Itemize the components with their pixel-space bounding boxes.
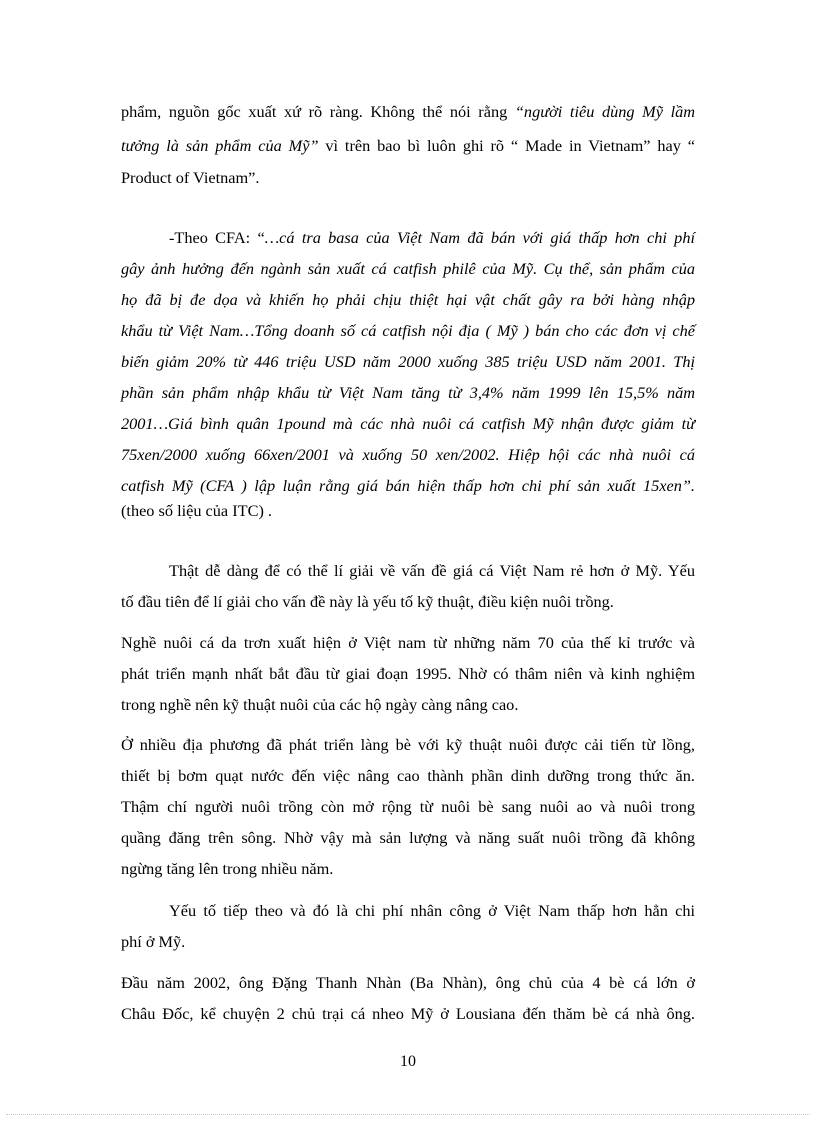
italic-quote-text: 2001…Giá bình quân 1pound mà các nhà nuôi cá catfish Mỹ nhận được giảm từ bbox=[121, 414, 695, 433]
text-line bbox=[169, 900, 695, 922]
text-run: quầng đăng trên sông. Nhờ vậy mà sản lượng và năng suất nuôi trồng đã không bbox=[121, 828, 695, 847]
text-line bbox=[121, 931, 695, 953]
text-line bbox=[121, 632, 695, 654]
text-line bbox=[121, 413, 695, 435]
text-line bbox=[121, 444, 695, 466]
text-line bbox=[121, 475, 695, 497]
text-run: trong nghề nên kỹ thuật nuôi của các hộ ngày càng nâng cao. bbox=[121, 695, 519, 714]
text-run: phí ở Mỹ. bbox=[121, 932, 186, 951]
text-run: vì trên bao bì luôn ghi rõ “ Made in Vietnam” hay “ bbox=[318, 136, 695, 155]
text-line bbox=[121, 289, 695, 311]
italic-quote-text: biến giảm 20% từ 446 triệu USD năm 2000 xuống 385 triệu USD năm 2001. Thị bbox=[121, 352, 695, 371]
text-line bbox=[121, 694, 695, 716]
text-line bbox=[121, 734, 695, 756]
text-line bbox=[121, 972, 695, 994]
text-line bbox=[121, 663, 695, 685]
text-run: phát triển mạnh nhất bắt đầu từ giai đoạn 1995. Nhờ có thâm niên và kinh nghiệm bbox=[121, 664, 695, 683]
text-line bbox=[121, 500, 695, 522]
italic-quote-text: “người tiêu dùng Mỹ lầm bbox=[514, 102, 696, 121]
text-line bbox=[121, 258, 695, 280]
text-run: thiết bị bơm quạt nước đến việc nâng cao thành phần dinh dưỡng trong thức ăn. bbox=[121, 766, 695, 785]
text-line bbox=[121, 135, 695, 157]
text-line bbox=[121, 858, 695, 880]
italic-quote-text: khẩu từ Việt Nam…Tổng doanh số cá catfish nội địa ( Mỹ ) bán cho các đơn vị chế bbox=[121, 321, 695, 340]
text-run: Nghề nuôi cá da trơn xuất hiện ở Việt nam từ những năm 70 của thế kỉ trước và bbox=[121, 633, 695, 652]
italic-quote-text: catfish Mỹ (CFA ) lập luận rằng giá bán hiện thấp hơn chi phí sản xuất 15xen”. bbox=[121, 476, 695, 495]
text-run: Đầu năm 2002, ông Đặng Thanh Nhàn (Ba Nhàn), ông chủ của 4 bè cá lớn ở bbox=[121, 973, 695, 992]
text-line bbox=[169, 227, 695, 249]
italic-quote-text: phần sản phẩm nhập khẩu từ Việt Nam tăng từ 3,4% năm 1999 lên 15,5% năm bbox=[121, 383, 695, 402]
text-line bbox=[121, 765, 695, 787]
text-line bbox=[121, 382, 695, 404]
text-run: Thậm chí người nuôi trồng còn mở rộng từ nuôi bè sang nuôi ao và nuôi trong bbox=[121, 797, 695, 816]
text-run: phẩm, nguồn gốc xuất xứ rõ ràng. Không thể nói rằng bbox=[121, 102, 515, 121]
text-run: Ở nhiều địa phương đã phát triển làng bè với kỹ thuật nuôi được cải tiến từ lồng, bbox=[121, 735, 695, 754]
text-run: Product of Vietnam”. bbox=[121, 168, 260, 187]
text-run: Châu Đốc, kể chuyện 2 chủ trại cá nheo Mỹ ở Lousiana đến thăm bè cá nhà ông. bbox=[121, 1004, 695, 1023]
text-line bbox=[121, 1003, 695, 1025]
text-run: Thật dễ dàng để có thể lí giải về vấn đề giá cá Việt Nam rẻ hơn ở Mỹ. Yếu bbox=[169, 561, 695, 580]
text-line bbox=[121, 796, 695, 818]
text-line bbox=[121, 320, 695, 342]
text-line bbox=[121, 827, 695, 849]
page-bottom-rule bbox=[6, 1114, 810, 1115]
italic-quote-text: 75xen/2000 xuống 66xen/2001 và xuống 50 xen/2002. Hiệp hội các nhà nuôi cá bbox=[121, 445, 695, 464]
text-run: ngừng tăng lên trong nhiều năm. bbox=[121, 859, 334, 878]
text-line bbox=[121, 101, 695, 123]
text-line bbox=[121, 351, 695, 373]
text-line bbox=[121, 591, 695, 613]
text-run: Yếu tố tiếp theo và đó là chi phí nhân công ở Việt Nam thấp hơn hẳn chi bbox=[169, 901, 695, 920]
italic-quote-text: …cá tra basa của Việt Nam đã bán với giá thấp hơn chi phí bbox=[264, 228, 695, 247]
text-run: tố đầu tiên để lí giải cho vấn đề này là yếu tố kỹ thuật, điều kiện nuôi trồng. bbox=[121, 592, 614, 611]
italic-quote-text: gây ảnh hưởng đến ngành sản xuất cá catfish philê của Mỹ. Cụ thể, sản phẩm của bbox=[121, 259, 695, 278]
italic-quote-text: tưởng là sản phẩm của Mỹ” bbox=[121, 136, 319, 155]
text-run: -Theo CFA: “ bbox=[169, 228, 265, 247]
italic-quote-text: họ đã bị đe dọa và khiến họ phải chịu thiệt hại vật chất gây ra bởi hàng nhập bbox=[121, 290, 695, 309]
text-line bbox=[169, 560, 695, 582]
text-run: (theo số liệu của ITC) . bbox=[121, 501, 273, 520]
text-line bbox=[121, 167, 695, 189]
page-number: 10 bbox=[400, 1053, 416, 1070]
